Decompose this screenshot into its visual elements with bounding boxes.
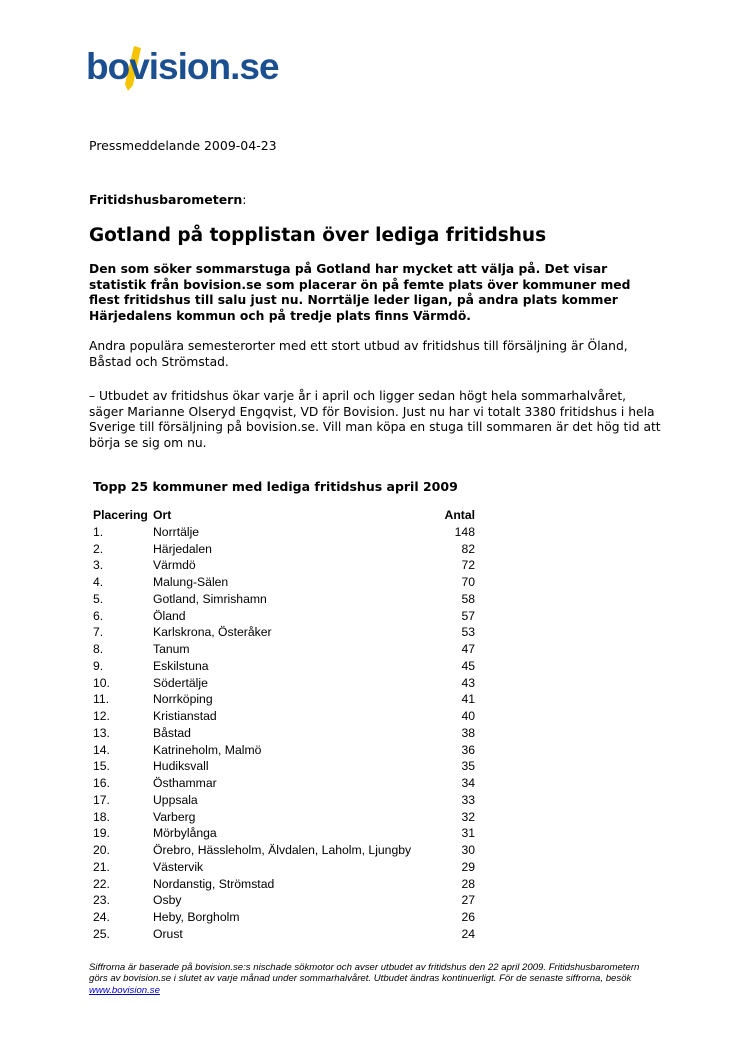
cell-placering: 3. [93,558,104,573]
headline: Gotland på topplistan över lediga fritidshus [89,225,547,246]
table-header-row [93,507,475,524]
cell-antal: 40 [461,709,475,723]
cell-placering: 4. [93,575,104,589]
cell-ort: Örebro, Hässleholm, Älvdalen, Laholm, Ljungby [153,843,412,857]
kicker [89,192,246,207]
cell-antal: 43 [461,675,475,690]
table-row [93,524,475,541]
body-paragraph-1: Andra populära semesterorter med ett stort utbud av fritidshus till försäljning är Öland, Båstad och Strömstad. [89,339,628,369]
cell-antal: 47 [461,642,475,656]
table-row [93,809,475,826]
cell-antal: 36 [461,742,475,757]
cell-placering: 25. [93,926,110,941]
cell-placering: 23. [93,893,110,908]
table-row [93,859,475,876]
cell-placering: 14. [93,742,110,757]
cell-ort: Gotland, Simrishamn [153,591,267,606]
logo-text: bovision.se [86,46,279,87]
cell-ort: Tanum [153,642,190,656]
header-ort: Ort [153,508,172,522]
table-row [93,742,475,759]
kicker-suffix: : [242,192,247,207]
cell-antal: 31 [461,826,475,841]
table-row [93,725,475,742]
cell-antal: 35 [461,759,475,774]
cell-antal: 32 [461,809,475,824]
cell-ort: Södertälje [153,675,208,690]
cell-placering: 13. [93,725,110,740]
cell-ort: Norrköping [153,692,213,707]
cell-antal: 33 [461,792,475,807]
cell-placering: 2. [93,541,104,556]
table-row [93,876,475,893]
ranking-table [93,507,475,943]
cell-placering: 22. [93,876,110,891]
cell-placering: 21. [93,859,110,874]
cell-ort: Båstad [153,725,191,740]
cell-antal: 70 [461,575,475,589]
table-row [93,892,475,909]
body-paragraph-2: – Utbudet av fritidshus ökar varje år i april och ligger sedan högt hela sommarhalvåret, säger Marianne Olseryd Engqvist, VD för Bovision. Just nu har vi totalt 3380 fritidshus i hela Sverige till försäljning på bovision.se. Vill man köpa en stuga till sommaren är det hög tid att börja se sig om nu. [89,389,661,450]
cell-ort: Hudiksvall [153,759,209,774]
cell-antal: 28 [461,876,475,891]
cell-antal: 148 [454,524,475,539]
table-row [93,591,475,608]
table-title: Topp 25 kommuner med lediga fritidshus april 2009 [93,479,458,494]
cell-antal: 72 [461,558,475,573]
cell-placering: 12. [93,709,110,723]
cell-ort: Heby, Borgholm [153,910,240,924]
cell-antal: 58 [461,591,475,606]
cell-ort: Värmdö [153,558,196,573]
cell-ort: Eskilstuna [153,658,209,673]
table-row [93,775,475,792]
cell-placering: 15. [93,759,110,774]
bovision-link[interactable]: www.bovision.se [89,984,160,996]
cell-placering: 20. [93,843,110,857]
table-row [93,926,475,943]
cell-ort: Varberg [153,809,196,824]
cell-placering: 16. [93,776,110,790]
cell-ort: Mörbylånga [153,826,217,841]
press-release-date: Pressmeddelande 2009-04-23 [89,138,277,153]
table-row [93,708,475,725]
cell-placering: 6. [93,608,104,623]
cell-antal: 26 [461,910,475,924]
cell-placering: 18. [93,809,110,824]
cell-placering: 17. [93,792,110,807]
cell-placering: 8. [93,642,104,656]
cell-placering: 11. [93,692,110,707]
cell-ort: Nordanstig, Strömstad [153,876,275,891]
table-row [93,574,475,591]
header-antal: Antal [444,508,475,522]
cell-ort: Härjedalen [153,541,212,556]
cell-antal: 24 [461,926,475,941]
lead-paragraph: Den som söker sommarstuga på Gotland har mycket att välja på. Det visar statistik från bovision.se som placerar ön på femte plats över kommuner med flest fritidshus till salu just nu. Norrtälje leder ligan, på andra plats kommer Härjedalens kommun och på tredje plats finns Värmdö. [89,262,631,323]
header-placering: Placering [93,508,148,522]
cell-ort: Osby [153,893,182,908]
cell-antal: 82 [461,541,475,556]
cell-ort: Orust [153,926,183,941]
cell-antal: 41 [461,692,475,707]
cell-placering: 5. [93,591,104,606]
table-body [93,524,475,943]
cell-placering: 10. [93,675,110,690]
table-row [93,658,475,675]
cell-ort: Västervik [153,859,204,874]
table-row [93,557,475,574]
table-row [93,541,475,558]
cell-placering: 19. [93,826,110,841]
cell-ort: Katrineholm, Malmö [153,742,262,757]
cell-ort: Östhammar [153,776,217,790]
cell-ort: Karlskrona, Österåker [153,625,272,640]
table-row [93,842,475,859]
cell-ort: Norrtälje [153,524,200,539]
cell-antal: 29 [461,859,475,874]
cell-placering: 9. [93,658,104,673]
table-row [93,758,475,775]
table-row [93,909,475,926]
cell-antal: 38 [461,725,475,740]
table-row [93,792,475,809]
footnote [89,962,659,996]
table-row [93,675,475,692]
cell-antal: 57 [461,608,475,623]
table-row [93,641,475,658]
table-row [93,691,475,708]
footnote-text: Siffrorna är baserade på bovision.se:s nischade sökmotor och avser utbudet av fritidshus den 22 april 2009. Fritidshusbarometern görs av bovision.se i slutet av varje månad under sommarhalvåret. Utbudet ändras kontinuerligt. För de senaste siffrorna, besök [89,962,640,985]
table-row [93,608,475,625]
cell-placering: 7. [93,625,104,640]
cell-antal: 34 [461,776,475,790]
table-row [93,825,475,842]
cell-ort: Öland [153,608,186,623]
cell-placering: 1. [93,524,104,539]
table-row [93,624,475,641]
cell-antal: 53 [461,625,475,640]
cell-antal: 30 [461,843,475,857]
cell-placering: 24. [93,910,110,924]
cell-antal: 45 [461,658,475,673]
cell-ort: Malung-Sälen [153,575,229,589]
cell-ort: Uppsala [153,792,198,807]
cell-ort: Kristianstad [153,709,217,723]
cell-antal: 27 [461,893,475,908]
kicker-title: Fritidshusbarometern [89,192,243,207]
